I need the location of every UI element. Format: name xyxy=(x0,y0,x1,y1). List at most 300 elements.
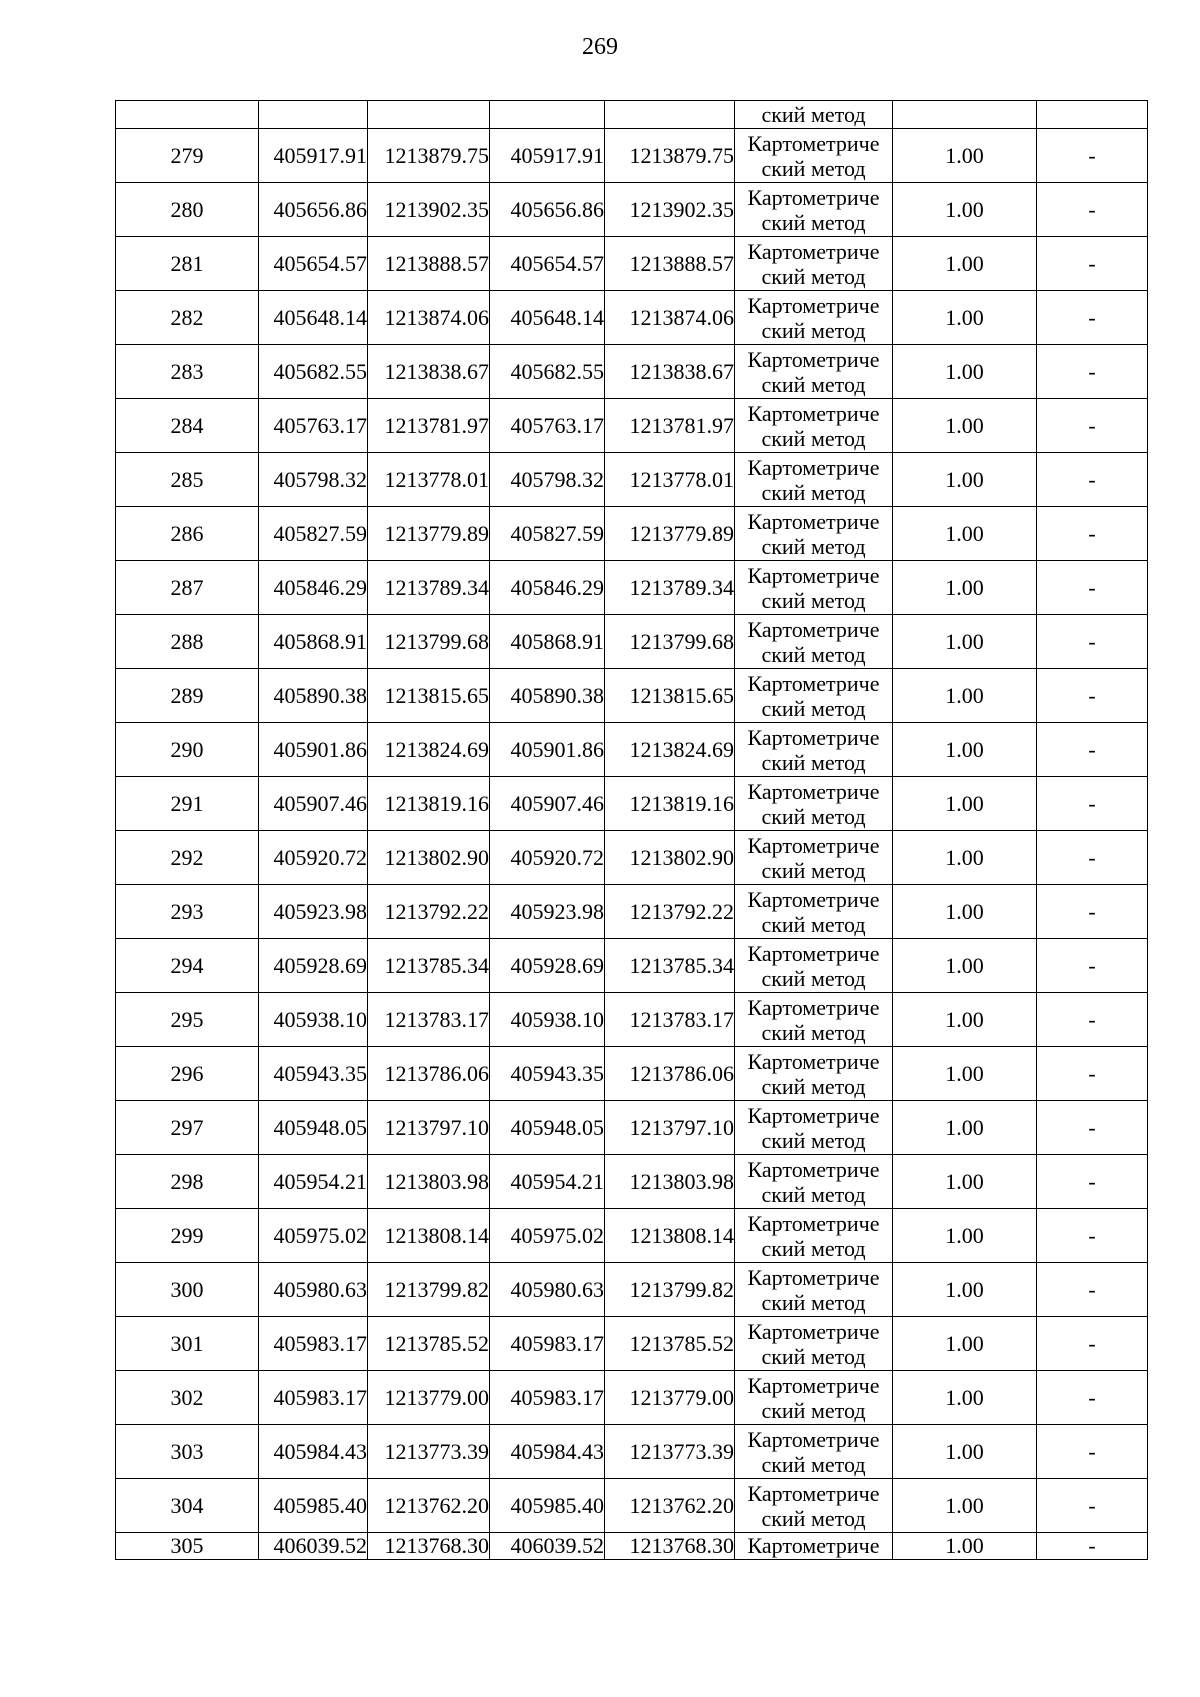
cell-y-existing: 1213799.68 xyxy=(368,615,490,669)
cell-x-existing: 405983.17 xyxy=(259,1317,368,1371)
cell-description: - xyxy=(1037,1101,1148,1155)
cell-x-existing: 405928.69 xyxy=(259,939,368,993)
cell-x-new: 405654.57 xyxy=(490,237,605,291)
cell-x-new: 405928.69 xyxy=(490,939,605,993)
cell-x-existing: 405985.40 xyxy=(259,1479,368,1533)
cell-x-existing: 405798.32 xyxy=(259,453,368,507)
cell-y-new: 1213768.30 xyxy=(605,1533,735,1560)
cell-method xyxy=(735,291,893,345)
method-line-1: Картометриче xyxy=(747,508,880,534)
cell-accuracy: 1.00 xyxy=(893,615,1037,669)
cell-method xyxy=(735,939,893,993)
cell-accuracy: 1.00 xyxy=(893,399,1037,453)
cell-y-new: 1213874.06 xyxy=(605,291,735,345)
cell-method xyxy=(735,723,893,777)
method-line-1: Картометриче xyxy=(747,184,880,210)
cell-method xyxy=(735,237,893,291)
cell-y-new: 1213779.89 xyxy=(605,507,735,561)
cell-point-number: 295 xyxy=(116,993,259,1047)
table-row xyxy=(116,345,1148,399)
method-line-2: ский метод xyxy=(761,749,866,775)
cell-y-new: 1213762.20 xyxy=(605,1479,735,1533)
cell-y-existing: 1213778.01 xyxy=(368,453,490,507)
table-row xyxy=(116,615,1148,669)
cell-x-new: 405983.17 xyxy=(490,1317,605,1371)
cell-x-existing: 405846.29 xyxy=(259,561,368,615)
cell-description: - xyxy=(1037,291,1148,345)
cell-description: - xyxy=(1037,993,1148,1047)
cell-y-existing: 1213815.65 xyxy=(368,669,490,723)
method-line-2: ский метод xyxy=(761,1181,866,1207)
cell-method xyxy=(735,1209,893,1263)
cell-point-number: 296 xyxy=(116,1047,259,1101)
cell-x-new: 405846.29 xyxy=(490,561,605,615)
cell-accuracy: 1.00 xyxy=(893,1101,1037,1155)
cell-x-new: 406039.52 xyxy=(490,1533,605,1560)
cell-accuracy: 1.00 xyxy=(893,885,1037,939)
method-line-2: ский метод xyxy=(761,371,866,397)
cell-accuracy: 1.00 xyxy=(893,183,1037,237)
cell-x-existing: 405827.59 xyxy=(259,507,368,561)
cell-x-existing: 405763.17 xyxy=(259,399,368,453)
cell-y-new: 1213786.06 xyxy=(605,1047,735,1101)
cell-y-new: 1213824.69 xyxy=(605,723,735,777)
cell-x-new: 405827.59 xyxy=(490,507,605,561)
cell-accuracy: 1.00 xyxy=(893,1155,1037,1209)
cell-x-new: 405985.40 xyxy=(490,1479,605,1533)
cell-accuracy: 1.00 xyxy=(893,345,1037,399)
cell-y-existing: 1213902.35 xyxy=(368,183,490,237)
table-row xyxy=(116,237,1148,291)
cell-y-new: 1213808.14 xyxy=(605,1209,735,1263)
cell-y-existing: 1213781.97 xyxy=(368,399,490,453)
cell-y-existing: 1213785.52 xyxy=(368,1317,490,1371)
cell-description: - xyxy=(1037,1425,1148,1479)
table-row xyxy=(116,1155,1148,1209)
cell-y-existing: 1213773.39 xyxy=(368,1425,490,1479)
cell-point-number: 305 xyxy=(116,1533,259,1560)
cell-y-existing: 1213785.34 xyxy=(368,939,490,993)
table-row xyxy=(116,1479,1148,1533)
cell-y-new: 1213888.57 xyxy=(605,237,735,291)
table-row xyxy=(116,453,1148,507)
cell-method xyxy=(735,1479,893,1533)
table-row xyxy=(116,1317,1148,1371)
method-line-1: Картометриче xyxy=(747,1102,880,1128)
cell-y-existing: 1213879.75 xyxy=(368,129,490,183)
cell-point-number: 297 xyxy=(116,1101,259,1155)
cell-y-existing: 1213786.06 xyxy=(368,1047,490,1101)
method-line-2: ский метод xyxy=(761,695,866,721)
table-row xyxy=(116,1263,1148,1317)
cell-x-new: 405943.35 xyxy=(490,1047,605,1101)
cell-accuracy: 1.00 xyxy=(893,993,1037,1047)
cell-description: - xyxy=(1037,1155,1148,1209)
cell-x-new xyxy=(490,101,605,129)
cell-x-existing: 405938.10 xyxy=(259,993,368,1047)
cell-accuracy: 1.00 xyxy=(893,129,1037,183)
cell-y-new: 1213785.34 xyxy=(605,939,735,993)
method-line-2: ский метод xyxy=(761,317,866,343)
method-line-1: Картометриче xyxy=(747,1372,880,1398)
cell-accuracy: 1.00 xyxy=(893,831,1037,885)
cell-y-new: 1213783.17 xyxy=(605,993,735,1047)
method-line-1: Картометриче xyxy=(747,832,880,858)
cell-method xyxy=(735,183,893,237)
cell-accuracy: 1.00 xyxy=(893,723,1037,777)
cell-description: - xyxy=(1037,345,1148,399)
table-row xyxy=(116,939,1148,993)
method-line-2: ский метод xyxy=(761,911,866,937)
method-line-1: Картометриче xyxy=(747,292,880,318)
cell-y-existing: 1213824.69 xyxy=(368,723,490,777)
method-line-2: ский метод xyxy=(761,425,866,451)
cell-accuracy: 1.00 xyxy=(893,1425,1037,1479)
cell-method xyxy=(735,399,893,453)
cell-x-new: 405868.91 xyxy=(490,615,605,669)
cell-point-number: 293 xyxy=(116,885,259,939)
cell-y-new: 1213819.16 xyxy=(605,777,735,831)
method-line-1: Картометриче xyxy=(747,454,880,480)
cell-x-new: 405798.32 xyxy=(490,453,605,507)
cell-x-new: 405975.02 xyxy=(490,1209,605,1263)
cell-description: - xyxy=(1037,939,1148,993)
method-line-2: ский метод xyxy=(761,641,866,667)
cell-method xyxy=(735,1263,893,1317)
table-row xyxy=(116,507,1148,561)
cell-method: Картометриче xyxy=(735,1533,893,1560)
cell-y-new: 1213773.39 xyxy=(605,1425,735,1479)
table-row xyxy=(116,993,1148,1047)
cell-y-existing: 1213808.14 xyxy=(368,1209,490,1263)
cell-y-existing: 1213762.20 xyxy=(368,1479,490,1533)
cell-x-new: 405984.43 xyxy=(490,1425,605,1479)
cell-point-number: 283 xyxy=(116,345,259,399)
cell-y-existing: 1213803.98 xyxy=(368,1155,490,1209)
table-row-partial xyxy=(116,1533,1148,1560)
cell-x-new: 405980.63 xyxy=(490,1263,605,1317)
method-line-1: Картометриче xyxy=(747,670,880,696)
cell-description: - xyxy=(1037,399,1148,453)
cell-description: - xyxy=(1037,885,1148,939)
method-line-1: Картометриче xyxy=(747,562,880,588)
cell-method xyxy=(735,777,893,831)
cell-accuracy: 1.00 xyxy=(893,1263,1037,1317)
cell-accuracy: 1.00 xyxy=(893,1209,1037,1263)
table-row xyxy=(116,831,1148,885)
cell-y-new: 1213797.10 xyxy=(605,1101,735,1155)
cell-point-number: 302 xyxy=(116,1371,259,1425)
cell-point-number: 292 xyxy=(116,831,259,885)
cell-method xyxy=(735,1317,893,1371)
cell-method xyxy=(735,453,893,507)
cell-y-new: 1213838.67 xyxy=(605,345,735,399)
cell-y-new: 1213778.01 xyxy=(605,453,735,507)
cell-point-number xyxy=(116,101,259,129)
cell-accuracy: 1.00 xyxy=(893,669,1037,723)
cell-y-existing: 1213789.34 xyxy=(368,561,490,615)
table-row xyxy=(116,1101,1148,1155)
cell-point-number: 294 xyxy=(116,939,259,993)
method-line-2: ский метод xyxy=(761,1397,866,1423)
table-row xyxy=(116,291,1148,345)
method-line-1: Картометриче xyxy=(747,724,880,750)
cell-x-existing: 405983.17 xyxy=(259,1371,368,1425)
cell-description: - xyxy=(1037,561,1148,615)
cell-x-new: 405983.17 xyxy=(490,1371,605,1425)
cell-y-new: 1213879.75 xyxy=(605,129,735,183)
cell-x-new: 405763.17 xyxy=(490,399,605,453)
cell-description: - xyxy=(1037,507,1148,561)
cell-accuracy: 1.00 xyxy=(893,1047,1037,1101)
cell-method xyxy=(735,993,893,1047)
cell-y-existing: 1213874.06 xyxy=(368,291,490,345)
table-row xyxy=(116,1371,1148,1425)
cell-y-new: 1213781.97 xyxy=(605,399,735,453)
cell-method xyxy=(735,1155,893,1209)
method-line-1: Картометриче xyxy=(747,1210,880,1236)
method-line-2: ский метод xyxy=(761,209,866,235)
cell-accuracy: 1.00 xyxy=(893,291,1037,345)
cell-description: - xyxy=(1037,1047,1148,1101)
method-line-2: ский метод xyxy=(761,1073,866,1099)
table-row xyxy=(116,777,1148,831)
cell-point-number: 282 xyxy=(116,291,259,345)
cell-y-new: 1213792.22 xyxy=(605,885,735,939)
cell-point-number: 291 xyxy=(116,777,259,831)
method-line-1: Картометриче xyxy=(747,940,880,966)
cell-y-existing: 1213802.90 xyxy=(368,831,490,885)
cell-method xyxy=(735,561,893,615)
method-line-2: ский метод xyxy=(761,1451,866,1477)
method-line-1: Картометриче xyxy=(747,400,880,426)
cell-point-number: 289 xyxy=(116,669,259,723)
cell-x-existing xyxy=(259,101,368,129)
cell-x-new: 405923.98 xyxy=(490,885,605,939)
cell-method xyxy=(735,507,893,561)
coordinates-table xyxy=(115,100,1148,1560)
cell-point-number: 301 xyxy=(116,1317,259,1371)
cell-x-existing: 405648.14 xyxy=(259,291,368,345)
cell-point-number: 287 xyxy=(116,561,259,615)
method-line-1: Картометриче xyxy=(747,1318,880,1344)
cell-accuracy: 1.00 xyxy=(893,939,1037,993)
cell-description: - xyxy=(1037,453,1148,507)
cell-x-existing: 405980.63 xyxy=(259,1263,368,1317)
cell-y-new: 1213802.90 xyxy=(605,831,735,885)
table-row xyxy=(116,1047,1148,1101)
table-row xyxy=(116,399,1148,453)
table-row xyxy=(116,669,1148,723)
cell-y-new xyxy=(605,101,735,129)
method-line-2: ский метод xyxy=(761,803,866,829)
cell-x-existing: 406039.52 xyxy=(259,1533,368,1560)
table-row xyxy=(116,183,1148,237)
cell-y-existing: 1213779.89 xyxy=(368,507,490,561)
cell-description: - xyxy=(1037,831,1148,885)
cell-x-new: 405938.10 xyxy=(490,993,605,1047)
cell-method xyxy=(735,831,893,885)
cell-y-new: 1213779.00 xyxy=(605,1371,735,1425)
cell-accuracy: 1.00 xyxy=(893,1317,1037,1371)
method-line-2: ский метод xyxy=(761,479,866,505)
cell-description: - xyxy=(1037,1371,1148,1425)
cell-method xyxy=(735,129,893,183)
cell-method xyxy=(735,1047,893,1101)
cell-x-existing: 405868.91 xyxy=(259,615,368,669)
cell-accuracy: 1.00 xyxy=(893,561,1037,615)
cell-y-new: 1213785.52 xyxy=(605,1317,735,1371)
cell-x-existing: 405948.05 xyxy=(259,1101,368,1155)
cell-x-new: 405917.91 xyxy=(490,129,605,183)
cell-accuracy: 1.00 xyxy=(893,453,1037,507)
method-line-1: Картометриче xyxy=(747,616,880,642)
cell-method xyxy=(735,1101,893,1155)
table-row xyxy=(116,129,1148,183)
method-line-2: ский метод xyxy=(761,1235,866,1261)
cell-y-new: 1213815.65 xyxy=(605,669,735,723)
cell-description xyxy=(1037,101,1148,129)
cell-description: - xyxy=(1037,237,1148,291)
cell-method xyxy=(735,345,893,399)
cell-point-number: 288 xyxy=(116,615,259,669)
cell-point-number: 303 xyxy=(116,1425,259,1479)
cell-x-new: 405682.55 xyxy=(490,345,605,399)
cell-point-number: 304 xyxy=(116,1479,259,1533)
cell-description: - xyxy=(1037,129,1148,183)
method-line-2: ский метод xyxy=(761,1289,866,1315)
method-line-1: Картометриче xyxy=(747,130,880,156)
cell-method xyxy=(735,669,893,723)
cell-point-number: 299 xyxy=(116,1209,259,1263)
method-line-2: ский метод xyxy=(761,965,866,991)
cell-description: - xyxy=(1037,669,1148,723)
cell-x-existing: 405943.35 xyxy=(259,1047,368,1101)
cell-y-existing xyxy=(368,101,490,129)
cell-x-new: 405901.86 xyxy=(490,723,605,777)
cell-description: - xyxy=(1037,1317,1148,1371)
cell-y-existing: 1213838.67 xyxy=(368,345,490,399)
table-row xyxy=(116,723,1148,777)
cell-description: - xyxy=(1037,1263,1148,1317)
cell-accuracy: 1.00 xyxy=(893,1479,1037,1533)
table-body xyxy=(116,101,1148,1560)
cell-y-existing: 1213799.82 xyxy=(368,1263,490,1317)
cell-point-number: 285 xyxy=(116,453,259,507)
cell-x-new: 405890.38 xyxy=(490,669,605,723)
cell-point-number: 300 xyxy=(116,1263,259,1317)
cell-accuracy: 1.00 xyxy=(893,1533,1037,1560)
cell-x-existing: 405656.86 xyxy=(259,183,368,237)
page-number: 269 xyxy=(582,34,618,60)
cell-method xyxy=(735,615,893,669)
cell-x-existing: 405975.02 xyxy=(259,1209,368,1263)
cell-description: - xyxy=(1037,1479,1148,1533)
cell-point-number: 279 xyxy=(116,129,259,183)
cell-x-new: 405907.46 xyxy=(490,777,605,831)
cell-description: - xyxy=(1037,723,1148,777)
cell-method xyxy=(735,885,893,939)
cell-y-existing: 1213819.16 xyxy=(368,777,490,831)
cell-x-existing: 405954.21 xyxy=(259,1155,368,1209)
table-row xyxy=(116,1425,1148,1479)
method-line-1: Картометриче xyxy=(747,1426,880,1452)
method-line-1: Картометриче xyxy=(747,346,880,372)
cell-description: - xyxy=(1037,777,1148,831)
cell-y-new: 1213789.34 xyxy=(605,561,735,615)
cell-point-number: 286 xyxy=(116,507,259,561)
method-line-1: Картометриче xyxy=(747,1264,880,1290)
method-line-2: ский метод xyxy=(761,263,866,289)
method-line-2: ский метод xyxy=(761,1019,866,1045)
cell-method: ский метод xyxy=(735,101,893,129)
method-line-2: ский метод xyxy=(761,1127,866,1153)
cell-point-number: 281 xyxy=(116,237,259,291)
cell-x-existing: 405984.43 xyxy=(259,1425,368,1479)
cell-method xyxy=(735,1425,893,1479)
cell-point-number: 280 xyxy=(116,183,259,237)
method-line-2: ский метод xyxy=(761,155,866,181)
method-line-1: Картометриче xyxy=(747,994,880,1020)
cell-x-existing: 405923.98 xyxy=(259,885,368,939)
cell-x-existing: 405901.86 xyxy=(259,723,368,777)
cell-description: - xyxy=(1037,1209,1148,1263)
cell-x-new: 405948.05 xyxy=(490,1101,605,1155)
method-line-2: ский метод xyxy=(761,533,866,559)
method-line-1: Картометриче xyxy=(747,1156,880,1182)
cell-x-existing: 405917.91 xyxy=(259,129,368,183)
cell-accuracy xyxy=(893,101,1037,129)
cell-x-new: 405648.14 xyxy=(490,291,605,345)
method-line-1: Картометриче xyxy=(747,238,880,264)
cell-y-existing: 1213792.22 xyxy=(368,885,490,939)
cell-point-number: 298 xyxy=(116,1155,259,1209)
cell-x-existing: 405907.46 xyxy=(259,777,368,831)
cell-x-existing: 405654.57 xyxy=(259,237,368,291)
cell-y-existing: 1213797.10 xyxy=(368,1101,490,1155)
cell-y-existing: 1213888.57 xyxy=(368,237,490,291)
cell-accuracy: 1.00 xyxy=(893,777,1037,831)
table-row-continuation xyxy=(116,101,1148,129)
method-line-2: ский метод xyxy=(761,1343,866,1369)
method-line-1: Картометриче xyxy=(747,1048,880,1074)
cell-y-new: 1213799.68 xyxy=(605,615,735,669)
cell-x-existing: 405920.72 xyxy=(259,831,368,885)
method-line-1: Картометриче xyxy=(747,778,880,804)
method-line-2: ский метод xyxy=(761,1505,866,1531)
cell-y-new: 1213799.82 xyxy=(605,1263,735,1317)
cell-y-new: 1213902.35 xyxy=(605,183,735,237)
cell-point-number: 290 xyxy=(116,723,259,777)
cell-y-existing: 1213779.00 xyxy=(368,1371,490,1425)
cell-x-new: 405954.21 xyxy=(490,1155,605,1209)
cell-description: - xyxy=(1037,615,1148,669)
method-line-2: ский метод xyxy=(761,857,866,883)
cell-y-new: 1213803.98 xyxy=(605,1155,735,1209)
cell-method xyxy=(735,1371,893,1425)
cell-y-existing: 1213783.17 xyxy=(368,993,490,1047)
cell-y-existing: 1213768.30 xyxy=(368,1533,490,1560)
method-line-1: Картометриче xyxy=(747,1480,880,1506)
table-row xyxy=(116,561,1148,615)
cell-x-existing: 405890.38 xyxy=(259,669,368,723)
table-row xyxy=(116,1209,1148,1263)
cell-x-new: 405920.72 xyxy=(490,831,605,885)
cell-x-new: 405656.86 xyxy=(490,183,605,237)
method-line-1: Картометриче xyxy=(747,886,880,912)
cell-description: - xyxy=(1037,1533,1148,1560)
cell-accuracy: 1.00 xyxy=(893,237,1037,291)
